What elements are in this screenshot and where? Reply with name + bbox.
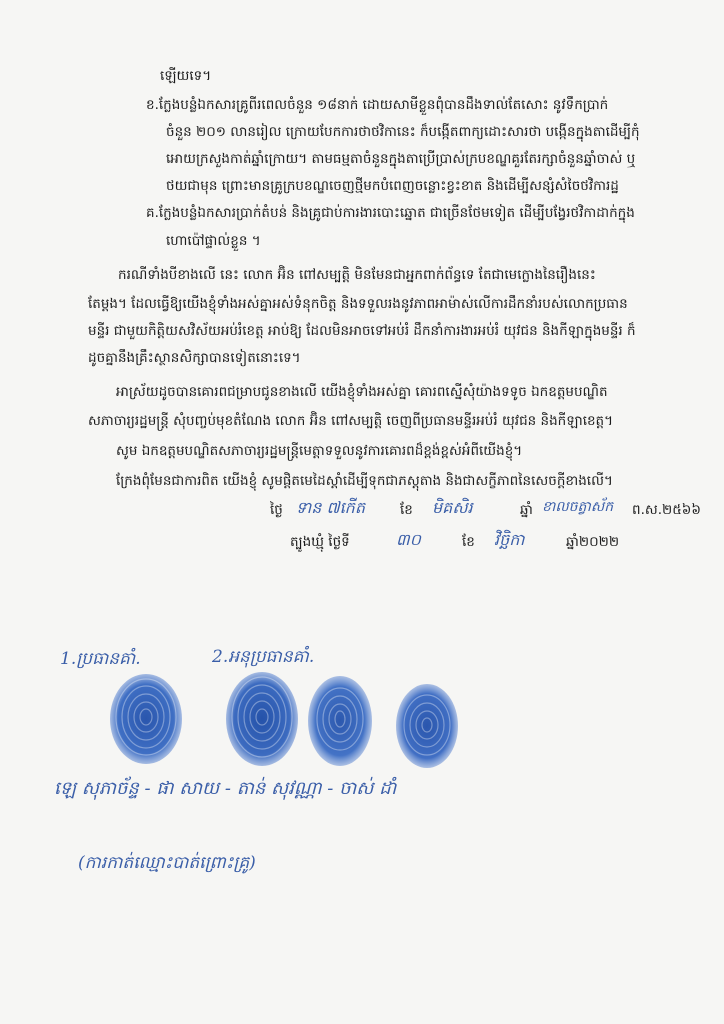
body-line: សូម ឯកឧត្តមបណ្ឌិតសភាចារ្យរដ្ឋមន្ត្រីមេត្តាទទួលនូវការគោរពដ៏ខ្ពង់ខ្ពស់អំពីយើងខ្ញុំ។: [116, 443, 523, 459]
date-month-label2: ខែ: [462, 534, 475, 550]
body-line: ដូចគ្នានឹងគ្រឹះស្ថានសិក្សាបានទៀតនោះទេ។: [88, 350, 301, 366]
signature-label-2: 2.អនុប្រធានគាំ.: [212, 647, 315, 667]
fingerprint-2: [222, 669, 302, 769]
body-line: អាស្រ័យដូចបានគោរពជម្រាបជូនខាងលើ យើងខ្ញុំទាំងអស់គ្នា គោរពស្នើសុំយ៉ាងទទូច ឯកឧត្តមបណ្ឌិត: [116, 384, 608, 400]
handwritten-note: (ការកាត់ឈ្មោះបាត់ព្រោះគ្រូ): [78, 853, 256, 873]
date-day-value: ទាន ៧កើត: [296, 498, 365, 517]
date-era: ព.ស.២៥៦៦: [632, 502, 701, 518]
body-line: មន្ទីរ ជាមួយកិត្តិយសវិស័យអប់រំខេត្ត អាប់ឱ្យ ដែលមិនអាចទៅអប់រំ ដឹកនាំការងារអប់រំ យុវជន និងកីឡាក្នុងមន្ទីរ ក៏: [88, 323, 636, 339]
body-line: ឡើយទេ។: [160, 68, 212, 84]
body-line: ចំនួន ២០១ លានរៀល ក្រោយបែកការថាថវិកានេះ ក៏បង្កើតពាក្យដោះសារថា បង្កើនក្នុងតាដើម្បីកុំ: [166, 124, 640, 140]
fingerprint-3: [304, 673, 376, 769]
body-line: ក្រែងពុំមែនជាការពិត យើងខ្ញុំ សូមផ្តិតមេដៃស្តាំដើម្បីទុកជាភស្តុតាង និងជាសក្ខីភាពនៃសេចក្តីខាងលើ។: [116, 473, 613, 489]
fingerprint-4: [392, 681, 462, 771]
date-month-label: ខែ: [400, 502, 413, 518]
date-year-label: ឆ្នាំ: [520, 502, 533, 518]
body-line: ថយជាមុន ព្រោះមានគ្រូក្របខណ្ឌចេញថ្មីមកបំពេញចន្លោះខ្វះខាត និងដើម្បីសន្សំសំចៃថវិការដ្ឋ: [166, 178, 619, 194]
date-day-label: ថ្ងៃ: [270, 502, 283, 518]
body-line: ខ.ក្លែងបន្លំឯកសារគ្រូពីរពេលចំនួន ១៨នាក់ ដោយសាមីខ្លួនពុំបានដឹងទាល់តែសោះ នូវទឹកប្រាក់: [146, 97, 609, 113]
body-line: ហោប៉ៅផ្ទាល់ខ្លួន ។: [166, 233, 261, 249]
date-month-value: មិគសិរ: [432, 498, 473, 517]
body-line: តែម្តង។ ដែលធ្វើឱ្យយើងខ្ញុំទាំងអស់គ្នាអស់ទំនុកចិត្ត និងទទួលរងនូវភាពអាម៉ាស់លើការដឹកនាំរបស់លោកប្រធាន: [88, 296, 628, 312]
signature-label-1: 1.ប្រធានគាំ.: [60, 649, 141, 669]
date-year2: ឆ្នាំ២០២២: [566, 534, 620, 550]
body-line: គ.ក្លែងបន្លំឯកសារប្រាក់តំបន់ និងគ្រូជាប់ការងារបោះឆ្នោត ជាច្រើនថែមទៀត ដើម្បីបង្វែរថវិកាដាក់ក្នុង: [146, 205, 635, 221]
fingerprint-1: [106, 671, 186, 767]
date-place-label: ត្បូងឃ្មុំ ថ្ងៃទី: [290, 534, 350, 550]
body-line: ករណីទាំងបីខាងលើ នេះ លោក អ៊ិន ពៅសម្បត្តិ មិនមែនជាអ្នកពាក់ព័ន្ធទេ តែជាមេក្លោងនៃរឿងនេះ: [118, 267, 596, 283]
signatory-names: ឡេ សុភាច័ន្ទ - ផា សាយ - តាន់ សុវណ្ណា - ចាស់ ដាំ: [54, 778, 397, 799]
body-line: សភាចារ្យរដ្ឋមន្ត្រី សុំបញ្ចប់មុខតំណែង លោក អ៊ិន ពៅសម្បត្តិ ចេញពីប្រធានមន្ទីរអប់រំ យុវជន និងកីឡាខេត្ត។: [88, 413, 614, 429]
date-day-number: ៣០: [396, 530, 421, 549]
body-line: អោយក្រសួងកាត់ឆ្នាំក្រោយ។ តាមធម្មតាចំនួនក្នុងតាប្រើប្រាស់ក្របខណ្ឌគួរតែរក្សាចំនួនឆ្នាំចាស់ ឬ: [166, 151, 636, 167]
date-year-value: ខាលចត្វាស័ក: [542, 499, 614, 515]
date-month-value2: វិច្ឆិកា: [494, 530, 525, 549]
